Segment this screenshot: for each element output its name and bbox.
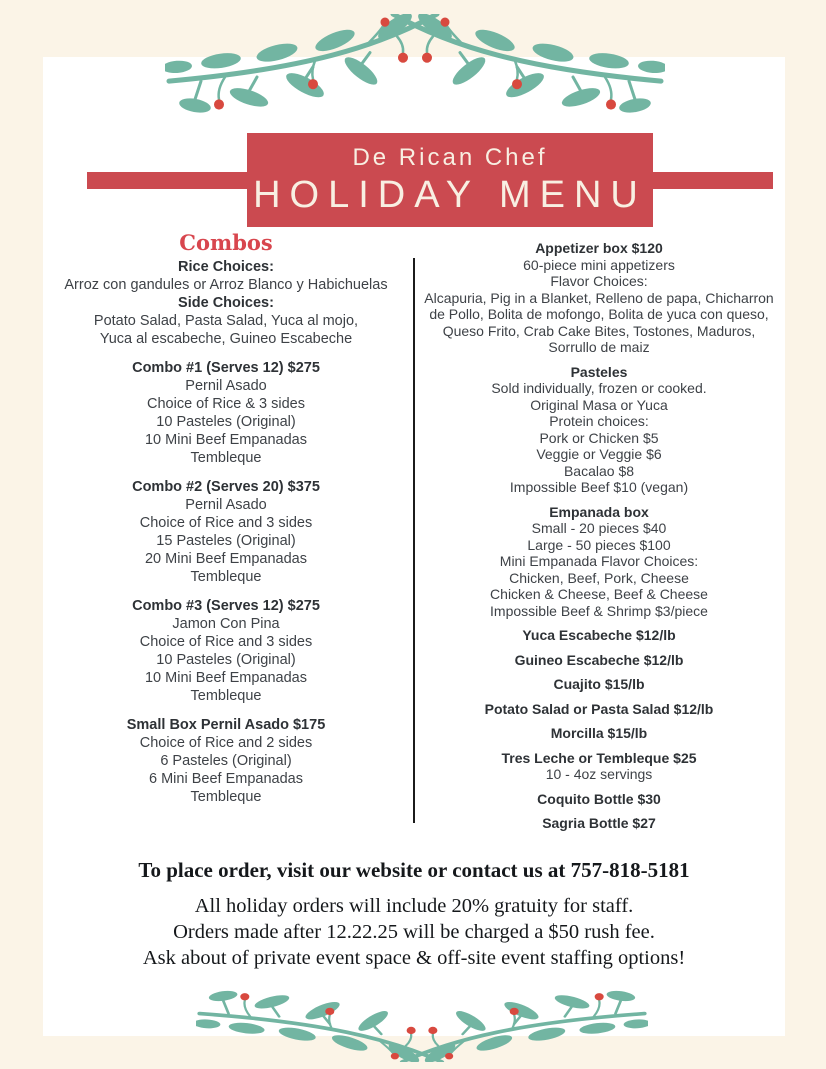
- menu-item-title: Tres Leche or Tembleque $25: [501, 749, 697, 766]
- menu-item-detail: 15 Pasteles (Original): [156, 533, 296, 549]
- menu-item-detail: Potato Salad, Pasta Salad, Yuca al mojo,: [93, 313, 359, 329]
- menu-item-detail: Protein choices:: [549, 413, 649, 429]
- menu-item-detail: Tembleque: [190, 789, 262, 805]
- menu-item-title: Coquito Bottle $30: [537, 790, 661, 807]
- menu-section: [420, 725, 778, 742]
- menu-section: [40, 597, 412, 705]
- menu-item-detail: Alcapuria, Pig in a Blanket, Relleno de papa, Chicharron: [424, 289, 774, 306]
- menu-item-detail: Choice of Rice and 2 sides: [139, 735, 313, 751]
- menu-item-title: Rice Choices:: [178, 259, 274, 275]
- menu-item-detail: Bacalao $8: [563, 462, 635, 479]
- menu-item-detail: 60-piece mini appetizers: [523, 256, 675, 273]
- gratuity-note: All holiday orders will include 20% gratuity for staff.: [194, 895, 634, 917]
- menu-item-detail: Pernil Asado: [185, 497, 267, 513]
- menu-title: HOLIDAY MENU: [253, 174, 647, 216]
- menu-section: [420, 504, 778, 620]
- event-space-note: Ask about of private event space & off-site event staffing options!: [142, 947, 686, 969]
- menu-section: [420, 627, 778, 644]
- menu-section: [40, 258, 412, 348]
- menu-item-detail: Mini Empanada Flavor Choices:: [499, 553, 699, 569]
- menu-item-detail: Tembleque: [190, 569, 262, 585]
- menu-item-detail: Chicken & Cheese, Beef & Cheese: [490, 586, 708, 602]
- menu-item-detail: Choice of Rice & 3 sides: [147, 396, 305, 412]
- menu-section: [40, 359, 412, 467]
- title-banner: [247, 133, 653, 227]
- menu-item-detail: Impossible Beef $10 (vegan): [509, 479, 689, 495]
- restaurant-name: De Rican Chef: [352, 144, 548, 171]
- menu-item-detail: de Pollo, Bolita de mofongo, Bolita de yuca con queso,: [429, 306, 769, 322]
- menu-item-detail: 6 Mini Beef Empanadas: [149, 771, 303, 787]
- menu-item-detail: 10 Pasteles (Original): [156, 414, 296, 430]
- menu-item-title: Combo #2 (Serves 20) $375: [132, 479, 320, 495]
- ala-carte-sections: [420, 240, 778, 832]
- menu-item-title: Appetizer box $120: [535, 240, 663, 256]
- rush-fee-note: Orders made after 12.22.25 will be charged a $50 rush fee.: [173, 921, 655, 943]
- menu-item-detail: Jamon Con Pina: [172, 616, 280, 632]
- menu-item-title: Side Choices:: [178, 295, 274, 311]
- menu-section: [420, 676, 778, 693]
- menu-item-detail: 10 Mini Beef Empanadas: [144, 432, 307, 448]
- menu-section: [420, 815, 778, 832]
- menu-section: [40, 478, 412, 586]
- menu-item-detail: Veggie or Veggie $6: [536, 446, 662, 462]
- menu-section: [420, 791, 778, 808]
- menu-item-title: Sagria Bottle $27: [542, 815, 656, 831]
- menu-item-detail: Arroz con gandules or Arroz Blanco y Habichuelas: [64, 277, 388, 293]
- menu-item-title: Potato Salad or Pasta Salad $12/lb: [484, 700, 714, 717]
- menu-section: [40, 716, 412, 806]
- menu-item-detail: Small - 20 pieces $40: [531, 520, 667, 536]
- combos-column: [40, 231, 412, 817]
- menu-item-detail: Sorrullo de maiz: [548, 339, 650, 355]
- menu-item-title: Guineo Escabeche $12/lb: [514, 651, 684, 668]
- column-divider: [413, 258, 415, 823]
- menu-item-title: Yuca Escabeche $12/lb: [522, 627, 676, 643]
- menu-item-detail: Chicken, Beef, Pork, Cheese: [509, 569, 689, 586]
- menu-section: [420, 364, 778, 496]
- menu-item-title: Combo #3 (Serves 12) $275: [132, 598, 320, 614]
- menu-item-title: Morcilla $15/lb: [550, 725, 648, 741]
- menu-item-detail: 20 Mini Beef Empanadas: [144, 551, 307, 567]
- menu-item-title: Empanada box: [549, 503, 649, 520]
- menu-item-detail: Impossible Beef & Shrimp $3/piece: [490, 602, 708, 619]
- order-contact-line: To place order, visit our website or contact us at 757-818-5181: [138, 858, 690, 882]
- menu-item-detail: Queso Frito, Crab Cake Bites, Tostones, Maduros,: [442, 322, 756, 339]
- menu-item-title: Pasteles: [570, 363, 628, 380]
- menu-item-detail: Yuca al escabeche, Guineo Escabeche: [99, 331, 353, 347]
- menu-item-detail: Pernil Asado: [185, 378, 267, 394]
- menu-item-detail: Tembleque: [190, 688, 262, 704]
- combos-sections: [40, 258, 412, 806]
- menu-item-detail: Large - 50 pieces $100: [527, 536, 671, 553]
- menu-item-detail: Original Masa or Yuca: [530, 396, 668, 413]
- menu-item-detail: Pork or Chicken $5: [539, 429, 659, 446]
- menu-item-detail: Sold individually, frozen or cooked.: [491, 380, 707, 396]
- menu-item-detail: 6 Pasteles (Original): [160, 753, 292, 769]
- menu-item-detail: 10 - 4oz servings: [545, 766, 653, 782]
- menu-section: [420, 701, 778, 718]
- menu-item-title: Cuajito $15/lb: [553, 676, 645, 692]
- menu-item-detail: Choice of Rice and 3 sides: [139, 515, 313, 531]
- menu-section: [420, 652, 778, 669]
- menu-item-detail: 10 Pasteles (Original): [156, 652, 296, 668]
- ala-carte-column: [420, 240, 778, 840]
- combos-heading: Combos: [179, 230, 273, 255]
- footer: [43, 858, 785, 971]
- menu-item-detail: Choice of Rice and 3 sides: [139, 634, 313, 650]
- menu-item-title: Small Box Pernil Asado $175: [126, 717, 326, 733]
- menu-item-title: Combo #1 (Serves 12) $275: [132, 360, 320, 376]
- menu-item-detail: Tembleque: [190, 450, 262, 466]
- menu-section: [420, 750, 778, 783]
- menu-item-detail: 10 Mini Beef Empanadas: [144, 670, 307, 686]
- menu-section: [420, 240, 778, 356]
- menu-item-detail: Flavor Choices:: [550, 273, 648, 289]
